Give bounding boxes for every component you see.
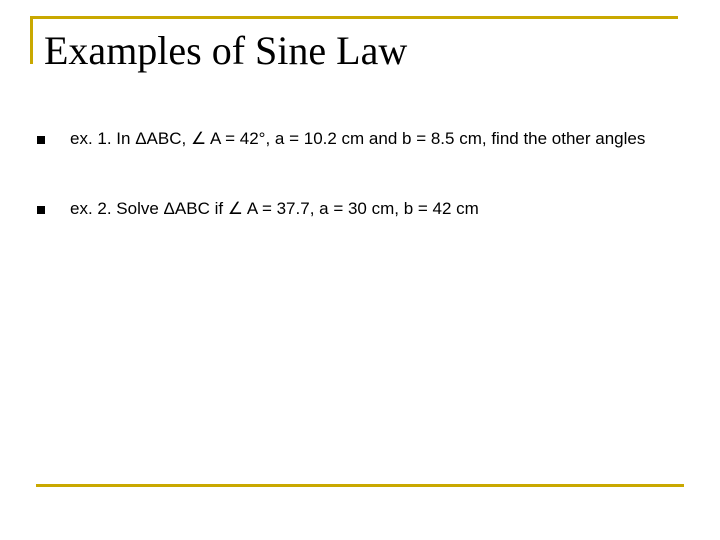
bullet-list <box>36 128 676 220</box>
frame-bottom-rule <box>36 484 684 487</box>
frame-top-rule <box>30 16 678 19</box>
bullet-text: ex. 2. Solve ΔABC if ∠ A = 37.7, a = 30 cm, b = 42 cm <box>70 199 479 218</box>
square-bullet-icon <box>37 206 45 214</box>
bullet-item-example-1 <box>36 128 676 150</box>
bullet-item-example-2 <box>36 198 676 220</box>
frame-left-rule <box>30 16 33 64</box>
square-bullet-icon <box>37 136 45 144</box>
bullet-text: ex. 1. In ΔABC, ∠ A = 42°, a = 10.2 cm and b = 8.5 cm, find the other angles <box>70 129 646 148</box>
slide-title: Examples of Sine Law <box>44 28 408 73</box>
